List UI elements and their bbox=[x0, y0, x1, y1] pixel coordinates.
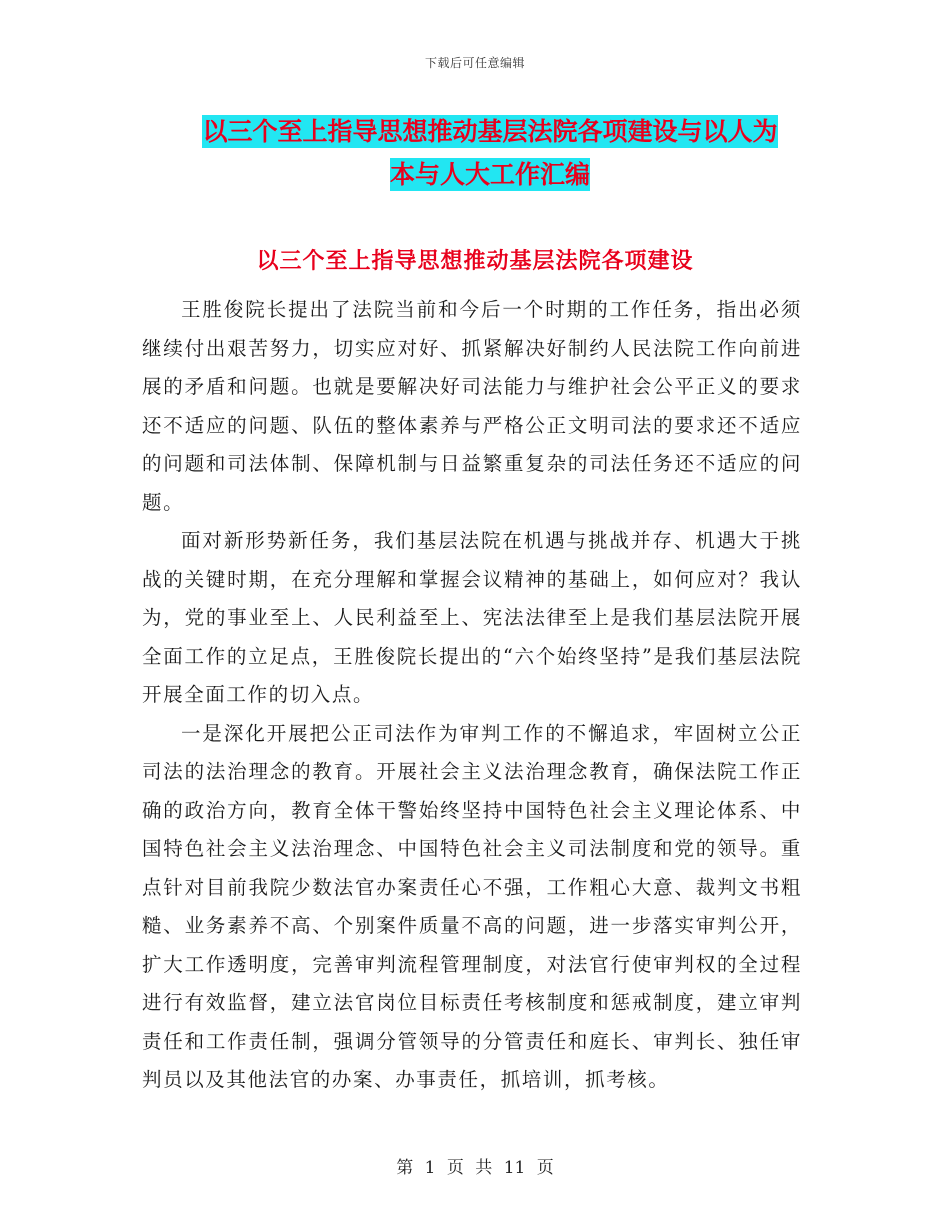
paragraph: 面对新形势新任务，我们基层法院在机遇与挑战并存、机遇大于挑战的关键时期，在充分理解和掌握会议精神的基础上，如何应对？我认为，党的事业至上、人民利益至上、宪法法律至上是我们基层法院开展全面工作的立足点，王胜俊院长提出的“六个始终坚持”是我们基层法院开展全面工作的切入点。 bbox=[142, 529, 802, 706]
paragraph: 王胜俊院长提出了法院当前和今后一个时期的工作任务，指出必须继续付出艰苦努力，切实应对好、抓紧解决好制约人民法院工作向前进展的矛盾和问题。也就是要解决好司法能力与维护社会公平正义的要求还不适应的问题、队伍的整体素养与严格公正文明司法的要求还不适应的问题和司法体制、保障机制与日益繁重复杂的司法任务还不适应的问题。 bbox=[142, 298, 802, 514]
paragraph: 一是深化开展把公正司法作为审判工作的不懈追求，牢固树立公正司法的法治理念的教育。开展社会主义法治理念教育，确保法院工作正确的政治方向，教育全体干警始终坚持中国特色社会主义理论体系、中国特色社会主义法治理念、中国特色社会主义司法制度和党的领导。重点针对目前我院少数法官办案责任心不强，工作粗心大意、裁判文书粗糙、业务素养不高、个别案件质量不高的问题，进一步落实审判公开，扩大工作透明度，完善审判流程管理制度，对法官行使审判权的全过程进行有效监督，建立法官岗位目标责任考核制度和惩戒制度，建立审判责任和工作责任制，强调分管领导的分管责任和庭长、审判长、独任审判员以及其他法官的办案、办事责任，抓培训，抓考核。 bbox=[142, 721, 802, 1091]
section-title: 以三个至上指导思想推动基层法院各项建设 bbox=[256, 249, 694, 274]
main-title-line-1: 以三个至上指导思想推动基层法院各项建设与以人为 bbox=[202, 117, 778, 146]
body-text bbox=[142, 291, 802, 1100]
main-title-line-2: 本与人大工作汇编 bbox=[389, 160, 590, 189]
page-header-note: 下载后可任意编辑 bbox=[424, 56, 525, 70]
main-title bbox=[145, 110, 835, 196]
page-number: 第 1 页 共 11 页 bbox=[396, 1158, 554, 1178]
